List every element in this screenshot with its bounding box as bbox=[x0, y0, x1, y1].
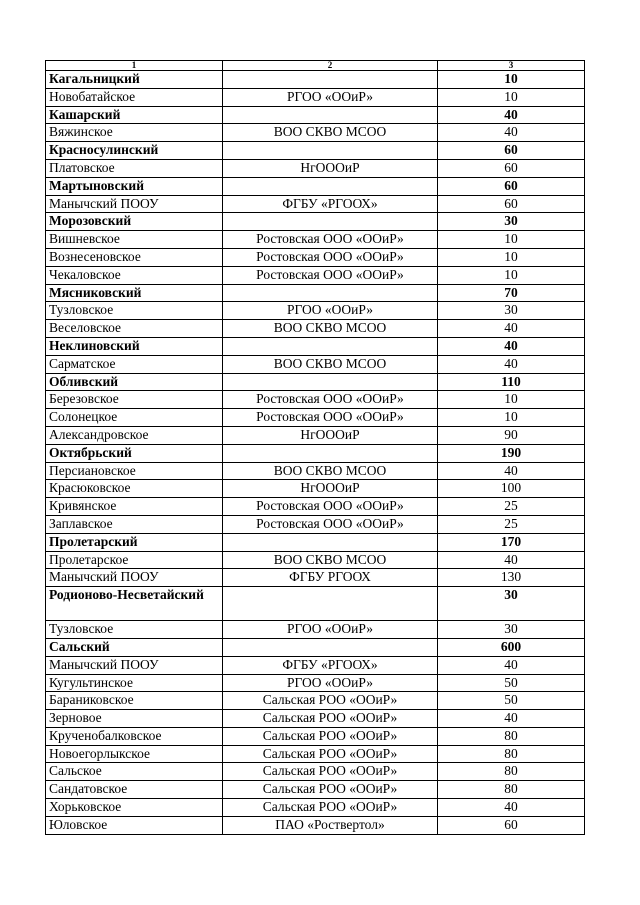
organization-cell: Ростовская ООО «ООиР» bbox=[223, 409, 438, 427]
value-cell: 50 bbox=[438, 674, 585, 692]
area-name-cell: Мартыновский bbox=[46, 177, 223, 195]
table-row bbox=[46, 569, 585, 587]
table-row bbox=[46, 88, 585, 106]
area-name-cell: Сальский bbox=[46, 638, 223, 656]
table-row bbox=[46, 462, 585, 480]
table-row bbox=[46, 621, 585, 639]
district-total-row bbox=[46, 213, 585, 231]
area-name-cell: Вишневское bbox=[46, 231, 223, 249]
district-total-row bbox=[46, 177, 585, 195]
area-name-cell: Манычский ПООУ bbox=[46, 656, 223, 674]
value-cell: 30 bbox=[438, 587, 585, 621]
value-cell: 30 bbox=[438, 621, 585, 639]
value-cell: 70 bbox=[438, 284, 585, 302]
value-cell: 25 bbox=[438, 515, 585, 533]
value-cell: 25 bbox=[438, 498, 585, 516]
area-name-cell: Кагальницкий bbox=[46, 71, 223, 89]
table-row bbox=[46, 195, 585, 213]
value-cell: 40 bbox=[438, 124, 585, 142]
organization-cell: ВОО СКВО МСОО bbox=[223, 124, 438, 142]
value-cell: 80 bbox=[438, 745, 585, 763]
area-name-cell: Кугультинское bbox=[46, 674, 223, 692]
table-row bbox=[46, 320, 585, 338]
area-name-cell: Крученобалковское bbox=[46, 727, 223, 745]
value-cell: 100 bbox=[438, 480, 585, 498]
table-row bbox=[46, 515, 585, 533]
area-name-cell: Неклиновский bbox=[46, 337, 223, 355]
document-page bbox=[45, 60, 585, 835]
value-cell: 60 bbox=[438, 177, 585, 195]
organization-cell: ФГБУ «РГООХ» bbox=[223, 195, 438, 213]
value-cell: 60 bbox=[438, 159, 585, 177]
area-name-cell: Тузловское bbox=[46, 621, 223, 639]
area-name-cell: Платовское bbox=[46, 159, 223, 177]
area-name-cell: Бараниковское bbox=[46, 692, 223, 710]
value-cell: 600 bbox=[438, 638, 585, 656]
district-total-row bbox=[46, 587, 585, 621]
value-cell: 10 bbox=[438, 248, 585, 266]
organization-cell bbox=[223, 337, 438, 355]
table-row bbox=[46, 480, 585, 498]
area-name-cell: Пролетарский bbox=[46, 533, 223, 551]
value-cell: 10 bbox=[438, 266, 585, 284]
area-name-cell: Обливский bbox=[46, 373, 223, 391]
column-number-1: 1 bbox=[46, 61, 223, 71]
organization-cell bbox=[223, 444, 438, 462]
organization-cell: РГОО «ООиР» bbox=[223, 674, 438, 692]
organization-cell: Сальская РОО «ООиР» bbox=[223, 710, 438, 728]
area-name-cell: Хорьковское bbox=[46, 799, 223, 817]
area-name-cell: Солонецкое bbox=[46, 409, 223, 427]
table-row bbox=[46, 816, 585, 834]
value-cell: 10 bbox=[438, 88, 585, 106]
value-cell: 40 bbox=[438, 799, 585, 817]
area-name-cell: Новоегорлыкское bbox=[46, 745, 223, 763]
district-total-row bbox=[46, 106, 585, 124]
area-name-cell: Юловское bbox=[46, 816, 223, 834]
column-number-3: 3 bbox=[438, 61, 585, 71]
district-total-row bbox=[46, 373, 585, 391]
organization-cell: НгОООиР bbox=[223, 426, 438, 444]
organization-cell: Ростовская ООО «ООиР» bbox=[223, 266, 438, 284]
table-row bbox=[46, 799, 585, 817]
organization-cell: РГОО «ООиР» bbox=[223, 88, 438, 106]
area-name-cell: Манычский ПООУ bbox=[46, 195, 223, 213]
table-row bbox=[46, 302, 585, 320]
table-row bbox=[46, 498, 585, 516]
organization-cell bbox=[223, 373, 438, 391]
area-name-cell: Сандатовское bbox=[46, 781, 223, 799]
table-row bbox=[46, 426, 585, 444]
area-name-cell: Красюковское bbox=[46, 480, 223, 498]
area-name-cell: Чекаловское bbox=[46, 266, 223, 284]
table-body bbox=[46, 61, 585, 835]
table-row bbox=[46, 551, 585, 569]
area-name-cell: Вознесеновское bbox=[46, 248, 223, 266]
organization-cell bbox=[223, 638, 438, 656]
district-total-row bbox=[46, 71, 585, 89]
organization-cell: ПАО «Роствертол» bbox=[223, 816, 438, 834]
district-total-row bbox=[46, 444, 585, 462]
organization-cell: ФГБУ РГООХ bbox=[223, 569, 438, 587]
value-cell: 60 bbox=[438, 816, 585, 834]
value-cell: 50 bbox=[438, 692, 585, 710]
value-cell: 170 bbox=[438, 533, 585, 551]
value-cell: 80 bbox=[438, 727, 585, 745]
table-row bbox=[46, 124, 585, 142]
district-total-row bbox=[46, 337, 585, 355]
area-name-cell: Сальское bbox=[46, 763, 223, 781]
organization-cell: Ростовская ООО «ООиР» bbox=[223, 391, 438, 409]
value-cell: 40 bbox=[438, 320, 585, 338]
table-row bbox=[46, 231, 585, 249]
value-cell: 40 bbox=[438, 656, 585, 674]
organization-cell: Сальская РОО «ООиР» bbox=[223, 745, 438, 763]
area-name-cell: Заплавское bbox=[46, 515, 223, 533]
organization-cell bbox=[223, 533, 438, 551]
organization-cell: ВОО СКВО МСОО bbox=[223, 355, 438, 373]
table-row bbox=[46, 763, 585, 781]
value-cell: 80 bbox=[438, 781, 585, 799]
organization-cell: Ростовская ООО «ООиР» bbox=[223, 498, 438, 516]
district-total-row bbox=[46, 638, 585, 656]
organization-cell: ВОО СКВО МСОО bbox=[223, 320, 438, 338]
organization-cell: Ростовская ООО «ООиР» bbox=[223, 515, 438, 533]
organization-cell: Сальская РОО «ООиР» bbox=[223, 781, 438, 799]
organization-cell: ВОО СКВО МСОО bbox=[223, 462, 438, 480]
organization-cell: ВОО СКВО МСОО bbox=[223, 551, 438, 569]
value-cell: 30 bbox=[438, 213, 585, 231]
value-cell: 190 bbox=[438, 444, 585, 462]
organization-cell: НгОООиР bbox=[223, 159, 438, 177]
table-row bbox=[46, 745, 585, 763]
area-name-cell: Александровское bbox=[46, 426, 223, 444]
table-row bbox=[46, 710, 585, 728]
area-name-cell: Морозовский bbox=[46, 213, 223, 231]
value-cell: 130 bbox=[438, 569, 585, 587]
value-cell: 10 bbox=[438, 409, 585, 427]
area-name-cell: Березовское bbox=[46, 391, 223, 409]
area-name-cell: Веселовское bbox=[46, 320, 223, 338]
value-cell: 60 bbox=[438, 142, 585, 160]
value-cell: 30 bbox=[438, 302, 585, 320]
table-row bbox=[46, 727, 585, 745]
organization-cell: Сальская РОО «ООиР» bbox=[223, 799, 438, 817]
area-name-cell: Кривянское bbox=[46, 498, 223, 516]
district-total-row bbox=[46, 284, 585, 302]
area-name-cell: Зерновое bbox=[46, 710, 223, 728]
area-name-cell: Манычский ПООУ bbox=[46, 569, 223, 587]
value-cell: 60 bbox=[438, 195, 585, 213]
district-total-row bbox=[46, 533, 585, 551]
organization-cell: Ростовская ООО «ООиР» bbox=[223, 231, 438, 249]
table-row bbox=[46, 391, 585, 409]
organization-cell bbox=[223, 284, 438, 302]
area-name-cell: Мясниковский bbox=[46, 284, 223, 302]
area-name-cell: Тузловское bbox=[46, 302, 223, 320]
organization-cell: РГОО «ООиР» bbox=[223, 302, 438, 320]
table-row bbox=[46, 781, 585, 799]
area-name-cell: Вяжинское bbox=[46, 124, 223, 142]
area-name-cell: Красносулинский bbox=[46, 142, 223, 160]
area-name-cell: Персиановское bbox=[46, 462, 223, 480]
table-row bbox=[46, 248, 585, 266]
table-row bbox=[46, 355, 585, 373]
area-name-cell: Пролетарское bbox=[46, 551, 223, 569]
table-header-row bbox=[46, 61, 585, 71]
value-cell: 80 bbox=[438, 763, 585, 781]
table-row bbox=[46, 159, 585, 177]
organization-cell: ФГБУ «РГООХ» bbox=[223, 656, 438, 674]
value-cell: 40 bbox=[438, 106, 585, 124]
organization-cell: НгОООиР bbox=[223, 480, 438, 498]
value-cell: 40 bbox=[438, 337, 585, 355]
value-cell: 10 bbox=[438, 231, 585, 249]
table-row bbox=[46, 409, 585, 427]
area-name-cell: Родионово-Несветайский bbox=[46, 587, 223, 621]
area-name-cell: Октябрьский bbox=[46, 444, 223, 462]
organization-cell bbox=[223, 142, 438, 160]
value-cell: 110 bbox=[438, 373, 585, 391]
organization-cell bbox=[223, 71, 438, 89]
organization-cell bbox=[223, 106, 438, 124]
table-row bbox=[46, 692, 585, 710]
organization-cell bbox=[223, 587, 438, 621]
column-number-2: 2 bbox=[223, 61, 438, 71]
value-cell: 90 bbox=[438, 426, 585, 444]
organization-cell: Сальская РОО «ООиР» bbox=[223, 727, 438, 745]
area-name-cell: Новобатайское bbox=[46, 88, 223, 106]
value-cell: 40 bbox=[438, 355, 585, 373]
value-cell: 40 bbox=[438, 462, 585, 480]
table-row bbox=[46, 674, 585, 692]
organization-cell bbox=[223, 213, 438, 231]
organization-cell bbox=[223, 177, 438, 195]
area-name-cell: Сарматское bbox=[46, 355, 223, 373]
allocation-table bbox=[45, 60, 585, 835]
table-row bbox=[46, 266, 585, 284]
value-cell: 10 bbox=[438, 71, 585, 89]
district-total-row bbox=[46, 142, 585, 160]
organization-cell: РГОО «ООиР» bbox=[223, 621, 438, 639]
area-name-cell: Кашарский bbox=[46, 106, 223, 124]
value-cell: 40 bbox=[438, 710, 585, 728]
value-cell: 40 bbox=[438, 551, 585, 569]
organization-cell: Ростовская ООО «ООиР» bbox=[223, 248, 438, 266]
value-cell: 10 bbox=[438, 391, 585, 409]
organization-cell: Сальская РОО «ООиР» bbox=[223, 692, 438, 710]
organization-cell: Сальская РОО «ООиР» bbox=[223, 763, 438, 781]
table-row bbox=[46, 656, 585, 674]
